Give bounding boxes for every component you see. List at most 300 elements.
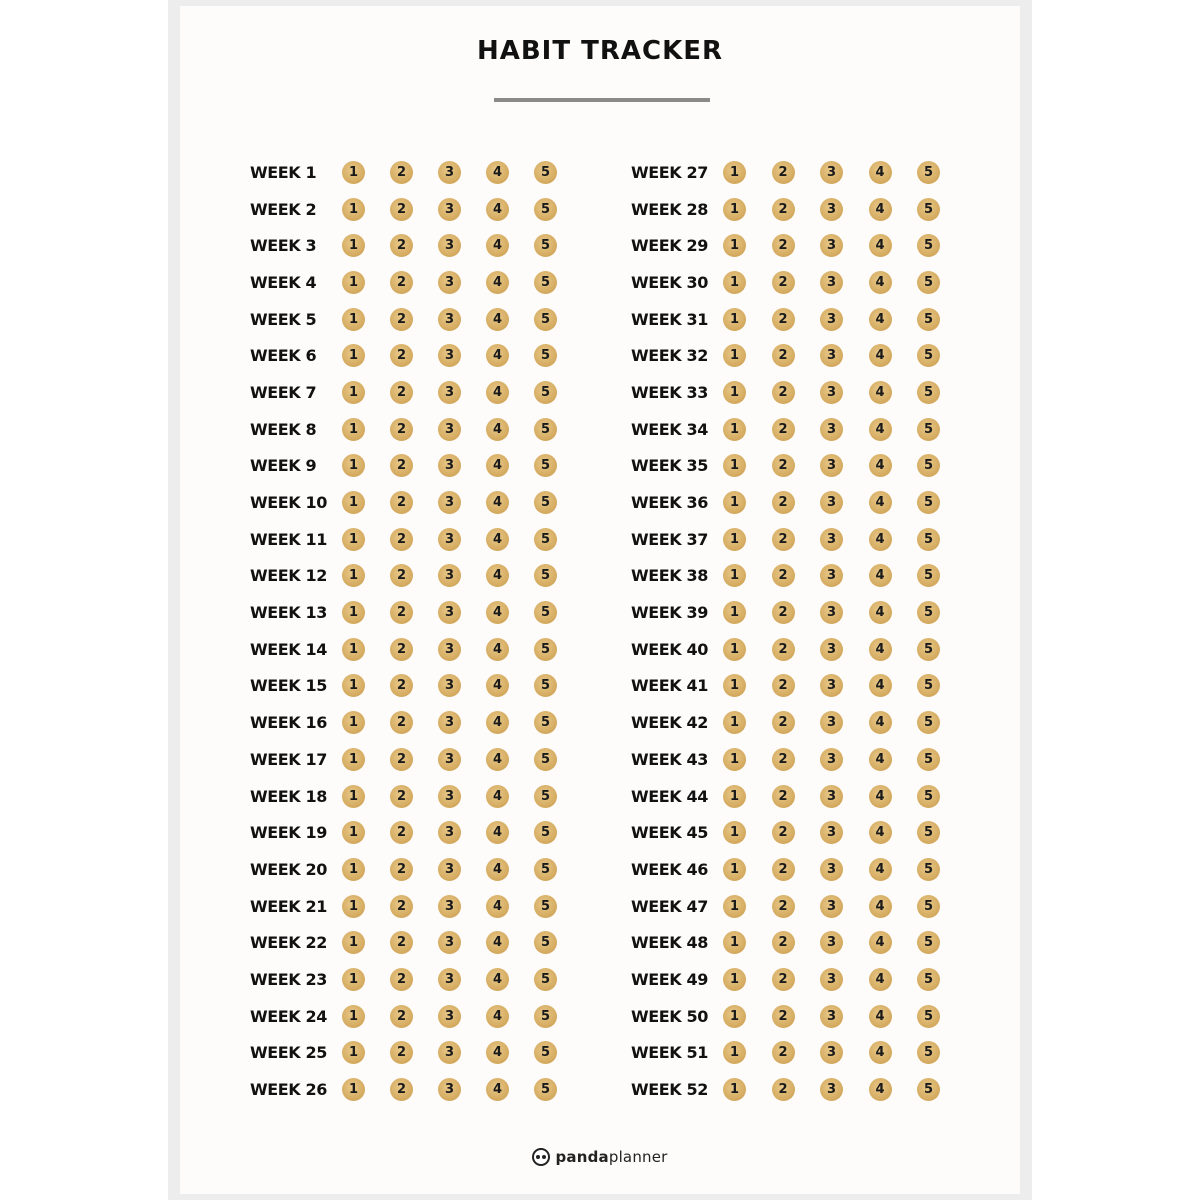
day-circle-5[interactable]: 5: [917, 601, 940, 624]
day-circle-1[interactable]: 1: [342, 1078, 365, 1101]
day-circle-3[interactable]: 3: [438, 198, 461, 221]
day-circle-4[interactable]: 4: [486, 454, 509, 477]
day-circle-4[interactable]: 4: [869, 858, 892, 881]
day-circle-4[interactable]: 4: [486, 1005, 509, 1028]
day-circle-3[interactable]: 3: [820, 674, 843, 697]
day-circle-3[interactable]: 3: [820, 1041, 843, 1064]
day-circle-5[interactable]: 5: [534, 198, 557, 221]
day-circle-3[interactable]: 3: [438, 161, 461, 184]
day-circle-4[interactable]: 4: [486, 674, 509, 697]
day-circles: [342, 198, 557, 221]
day-circle-4[interactable]: 4: [486, 161, 509, 184]
day-circle-2[interactable]: 2: [772, 858, 795, 881]
day-circle-5[interactable]: 5: [534, 858, 557, 881]
day-circle-2[interactable]: 2: [390, 711, 413, 734]
day-circle-3[interactable]: 3: [820, 381, 843, 404]
day-circle-3[interactable]: 3: [820, 198, 843, 221]
day-circle-1[interactable]: 1: [342, 418, 365, 441]
week-row: [250, 558, 580, 595]
day-circle-4[interactable]: 4: [486, 491, 509, 514]
day-circle-5[interactable]: 5: [917, 1005, 940, 1028]
day-circle-5[interactable]: 5: [917, 381, 940, 404]
day-circle-1[interactable]: 1: [342, 271, 365, 294]
day-circle-1[interactable]: 1: [723, 638, 746, 661]
day-circle-3[interactable]: 3: [438, 454, 461, 477]
day-circle-1[interactable]: 1: [723, 344, 746, 367]
day-circle-2[interactable]: 2: [390, 528, 413, 551]
day-circle-5[interactable]: 5: [917, 198, 940, 221]
day-circle-5[interactable]: 5: [534, 344, 557, 367]
day-circle-2[interactable]: 2: [772, 418, 795, 441]
day-circles: [723, 491, 940, 514]
day-circle-1[interactable]: 1: [342, 785, 365, 808]
day-circle-1[interactable]: 1: [723, 528, 746, 551]
day-circle-4[interactable]: 4: [869, 564, 892, 587]
day-circle-2[interactable]: 2: [772, 1005, 795, 1028]
day-circle-4[interactable]: 4: [869, 528, 892, 551]
day-circle-3[interactable]: 3: [820, 454, 843, 477]
day-circle-1[interactable]: 1: [723, 1041, 746, 1064]
week-row: [631, 668, 961, 705]
day-circle-2[interactable]: 2: [772, 308, 795, 331]
day-circle-1[interactable]: 1: [342, 344, 365, 367]
day-circle-3[interactable]: 3: [820, 344, 843, 367]
day-circle-3[interactable]: 3: [438, 785, 461, 808]
day-circle-5[interactable]: 5: [534, 234, 557, 257]
day-circle-2[interactable]: 2: [772, 198, 795, 221]
day-circle-1[interactable]: 1: [723, 785, 746, 808]
day-circle-1[interactable]: 1: [723, 198, 746, 221]
day-circle-2[interactable]: 2: [772, 638, 795, 661]
day-circle-2[interactable]: 2: [390, 1005, 413, 1028]
day-circle-2[interactable]: 2: [390, 308, 413, 331]
day-circle-1[interactable]: 1: [342, 638, 365, 661]
week-label: WEEK 31: [631, 309, 708, 329]
day-circle-1[interactable]: 1: [342, 931, 365, 954]
day-circle-2[interactable]: 2: [390, 381, 413, 404]
day-circle-2[interactable]: 2: [390, 931, 413, 954]
day-circle-2[interactable]: 2: [390, 1041, 413, 1064]
day-circle-3[interactable]: 3: [438, 344, 461, 367]
day-circle-5[interactable]: 5: [917, 821, 940, 844]
day-circle-5[interactable]: 5: [917, 234, 940, 257]
week-label: WEEK 36: [631, 493, 708, 513]
day-circle-3[interactable]: 3: [438, 674, 461, 697]
week-row: [631, 484, 961, 521]
week-row: [631, 154, 961, 191]
day-circle-5[interactable]: 5: [534, 968, 557, 991]
day-circle-4[interactable]: 4: [869, 674, 892, 697]
day-circle-4[interactable]: 4: [869, 381, 892, 404]
day-circle-1[interactable]: 1: [342, 308, 365, 331]
day-circle-3[interactable]: 3: [820, 711, 843, 734]
week-label: WEEK 14: [250, 639, 327, 659]
day-circle-3[interactable]: 3: [820, 308, 843, 331]
day-circle-3[interactable]: 3: [820, 821, 843, 844]
day-circle-2[interactable]: 2: [772, 234, 795, 257]
day-circle-2[interactable]: 2: [772, 785, 795, 808]
day-circle-2[interactable]: 2: [390, 601, 413, 624]
day-circle-4[interactable]: 4: [869, 748, 892, 771]
day-circle-4[interactable]: 4: [869, 308, 892, 331]
day-circle-4[interactable]: 4: [486, 418, 509, 441]
day-circle-2[interactable]: 2: [390, 234, 413, 257]
day-circle-3[interactable]: 3: [820, 968, 843, 991]
day-circle-4[interactable]: 4: [486, 308, 509, 331]
page-title: HABIT TRACKER: [476, 36, 724, 66]
day-circle-2[interactable]: 2: [772, 381, 795, 404]
day-circle-4[interactable]: 4: [486, 931, 509, 954]
day-circle-2[interactable]: 2: [772, 564, 795, 587]
day-circle-4[interactable]: 4: [486, 858, 509, 881]
day-circle-1[interactable]: 1: [723, 271, 746, 294]
day-circle-4[interactable]: 4: [486, 271, 509, 294]
day-circle-2[interactable]: 2: [772, 161, 795, 184]
day-circle-3[interactable]: 3: [438, 821, 461, 844]
day-circles: [723, 528, 940, 551]
day-circle-1[interactable]: 1: [342, 491, 365, 514]
day-circle-3[interactable]: 3: [438, 418, 461, 441]
week-row: [631, 998, 961, 1035]
day-circle-5[interactable]: 5: [534, 161, 557, 184]
day-circle-3[interactable]: 3: [820, 785, 843, 808]
day-circles: [342, 418, 557, 441]
day-circle-5[interactable]: 5: [534, 638, 557, 661]
day-circle-4[interactable]: 4: [486, 601, 509, 624]
day-circle-5[interactable]: 5: [534, 895, 557, 918]
day-circle-5[interactable]: 5: [534, 308, 557, 331]
day-circle-2[interactable]: 2: [390, 198, 413, 221]
day-circle-4[interactable]: 4: [869, 821, 892, 844]
day-circle-1[interactable]: 1: [342, 1005, 365, 1028]
day-circle-1[interactable]: 1: [723, 381, 746, 404]
day-circle-4[interactable]: 4: [486, 234, 509, 257]
day-circle-1[interactable]: 1: [342, 601, 365, 624]
day-circle-1[interactable]: 1: [723, 711, 746, 734]
day-circles: [342, 821, 557, 844]
day-circle-4[interactable]: 4: [869, 454, 892, 477]
day-circle-3[interactable]: 3: [820, 528, 843, 551]
day-circle-1[interactable]: 1: [342, 454, 365, 477]
week-label: WEEK 3: [250, 236, 317, 256]
day-circle-4[interactable]: 4: [869, 601, 892, 624]
day-circle-4[interactable]: 4: [486, 198, 509, 221]
day-circle-3[interactable]: 3: [438, 858, 461, 881]
day-circle-1[interactable]: 1: [342, 858, 365, 881]
day-circles: [723, 638, 940, 661]
day-circle-3[interactable]: 3: [438, 271, 461, 294]
title-underline: [494, 98, 710, 102]
day-circle-2[interactable]: 2: [390, 821, 413, 844]
day-circle-2[interactable]: 2: [772, 491, 795, 514]
day-circle-2[interactable]: 2: [772, 344, 795, 367]
day-circle-4[interactable]: 4: [869, 785, 892, 808]
day-circle-1[interactable]: 1: [723, 564, 746, 587]
day-circle-2[interactable]: 2: [772, 454, 795, 477]
day-circle-3[interactable]: 3: [438, 381, 461, 404]
day-circle-3[interactable]: 3: [820, 1078, 843, 1101]
day-circle-5[interactable]: 5: [534, 528, 557, 551]
day-circle-2[interactable]: 2: [772, 1078, 795, 1101]
day-circle-2[interactable]: 2: [390, 638, 413, 661]
day-circle-5[interactable]: 5: [917, 638, 940, 661]
day-circles: [723, 234, 940, 257]
day-circle-5[interactable]: 5: [917, 711, 940, 734]
day-circle-1[interactable]: 1: [723, 601, 746, 624]
day-circle-2[interactable]: 2: [390, 271, 413, 294]
day-circle-2[interactable]: 2: [390, 748, 413, 771]
day-circle-4[interactable]: 4: [869, 491, 892, 514]
day-circle-3[interactable]: 3: [438, 1041, 461, 1064]
day-circle-1[interactable]: 1: [723, 821, 746, 844]
day-circle-5[interactable]: 5: [917, 674, 940, 697]
day-circle-3[interactable]: 3: [438, 638, 461, 661]
day-circle-1[interactable]: 1: [723, 161, 746, 184]
day-circle-1[interactable]: 1: [723, 931, 746, 954]
day-circle-4[interactable]: 4: [486, 1041, 509, 1064]
day-circle-2[interactable]: 2: [772, 271, 795, 294]
day-circle-3[interactable]: 3: [820, 418, 843, 441]
day-circle-3[interactable]: 3: [438, 1005, 461, 1028]
day-circles: [342, 381, 557, 404]
week-label: WEEK 13: [250, 603, 327, 623]
brand-part-planner: planner: [608, 1148, 668, 1166]
day-circle-1[interactable]: 1: [723, 1005, 746, 1028]
day-circle-5[interactable]: 5: [534, 931, 557, 954]
day-circle-2[interactable]: 2: [390, 491, 413, 514]
day-circle-1[interactable]: 1: [342, 528, 365, 551]
day-circle-2[interactable]: 2: [772, 1041, 795, 1064]
day-circle-1[interactable]: 1: [723, 454, 746, 477]
day-circle-5[interactable]: 5: [917, 564, 940, 587]
day-circle-5[interactable]: 5: [917, 161, 940, 184]
day-circle-3[interactable]: 3: [438, 601, 461, 624]
day-circle-3[interactable]: 3: [820, 161, 843, 184]
day-circle-1[interactable]: 1: [723, 418, 746, 441]
day-circle-3[interactable]: 3: [438, 564, 461, 587]
week-row: [250, 337, 580, 374]
day-circle-1[interactable]: 1: [723, 1078, 746, 1101]
day-circle-2[interactable]: 2: [390, 1078, 413, 1101]
day-circle-5[interactable]: 5: [534, 271, 557, 294]
day-circle-1[interactable]: 1: [723, 308, 746, 331]
day-circle-5[interactable]: 5: [534, 564, 557, 587]
day-circle-1[interactable]: 1: [723, 858, 746, 881]
day-circles: [723, 711, 940, 734]
day-circle-4[interactable]: 4: [869, 344, 892, 367]
day-circle-1[interactable]: 1: [342, 381, 365, 404]
day-circle-4[interactable]: 4: [486, 748, 509, 771]
day-circle-1[interactable]: 1: [342, 821, 365, 844]
day-circle-3[interactable]: 3: [820, 931, 843, 954]
day-circles: [342, 858, 557, 881]
day-circles: [342, 711, 557, 734]
day-circle-1[interactable]: 1: [723, 968, 746, 991]
week-label: WEEK 50: [631, 1006, 708, 1026]
day-circle-5[interactable]: 5: [534, 454, 557, 477]
day-circle-5[interactable]: 5: [917, 748, 940, 771]
week-label: WEEK 2: [250, 199, 317, 219]
day-circle-4[interactable]: 4: [486, 638, 509, 661]
day-circle-3[interactable]: 3: [438, 1078, 461, 1101]
day-circle-2[interactable]: 2: [390, 785, 413, 808]
day-circle-4[interactable]: 4: [869, 1005, 892, 1028]
day-circle-2[interactable]: 2: [772, 968, 795, 991]
day-circle-4[interactable]: 4: [869, 271, 892, 294]
day-circle-5[interactable]: 5: [917, 858, 940, 881]
day-circle-2[interactable]: 2: [390, 454, 413, 477]
day-circle-1[interactable]: 1: [723, 491, 746, 514]
day-circle-5[interactable]: 5: [534, 711, 557, 734]
day-circle-4[interactable]: 4: [869, 418, 892, 441]
day-circle-1[interactable]: 1: [723, 674, 746, 697]
day-circle-2[interactable]: 2: [390, 858, 413, 881]
day-circle-5[interactable]: 5: [534, 785, 557, 808]
day-circle-3[interactable]: 3: [438, 491, 461, 514]
week-label: WEEK 41: [631, 676, 708, 696]
day-circle-3[interactable]: 3: [820, 1005, 843, 1028]
day-circle-4[interactable]: 4: [486, 1078, 509, 1101]
day-circle-5[interactable]: 5: [534, 1078, 557, 1101]
day-circle-3[interactable]: 3: [820, 234, 843, 257]
day-circle-1[interactable]: 1: [342, 161, 365, 184]
day-circle-5[interactable]: 5: [534, 748, 557, 771]
day-circle-4[interactable]: 4: [869, 161, 892, 184]
week-row: [250, 778, 580, 815]
day-circle-3[interactable]: 3: [438, 528, 461, 551]
day-circle-5[interactable]: 5: [534, 491, 557, 514]
day-circle-5[interactable]: 5: [917, 785, 940, 808]
day-circle-2[interactable]: 2: [772, 711, 795, 734]
day-circles: [723, 454, 940, 477]
day-circle-1[interactable]: 1: [723, 895, 746, 918]
day-circle-5[interactable]: 5: [917, 271, 940, 294]
day-circle-1[interactable]: 1: [723, 234, 746, 257]
day-circle-2[interactable]: 2: [772, 895, 795, 918]
day-circle-4[interactable]: 4: [486, 344, 509, 367]
week-row: [631, 411, 961, 448]
day-circle-4[interactable]: 4: [869, 638, 892, 661]
day-circle-5[interactable]: 5: [534, 381, 557, 404]
weeks-column-left: [250, 154, 580, 1108]
day-circle-1[interactable]: 1: [342, 748, 365, 771]
day-circle-5[interactable]: 5: [917, 895, 940, 918]
day-circle-3[interactable]: 3: [820, 271, 843, 294]
day-circle-5[interactable]: 5: [917, 1041, 940, 1064]
day-circle-2[interactable]: 2: [772, 528, 795, 551]
day-circle-4[interactable]: 4: [486, 968, 509, 991]
day-circle-4[interactable]: 4: [869, 234, 892, 257]
day-circle-1[interactable]: 1: [342, 234, 365, 257]
week-row: [250, 814, 580, 851]
day-circle-5[interactable]: 5: [917, 454, 940, 477]
day-circle-4[interactable]: 4: [869, 198, 892, 221]
day-circle-4[interactable]: 4: [486, 821, 509, 844]
day-circle-5[interactable]: 5: [917, 418, 940, 441]
week-row: [250, 1035, 580, 1072]
day-circle-2[interactable]: 2: [772, 674, 795, 697]
day-circle-5[interactable]: 5: [917, 1078, 940, 1101]
day-circle-3[interactable]: 3: [438, 711, 461, 734]
day-circle-4[interactable]: 4: [869, 711, 892, 734]
day-circle-4[interactable]: 4: [486, 895, 509, 918]
day-circle-4[interactable]: 4: [486, 564, 509, 587]
day-circle-3[interactable]: 3: [820, 491, 843, 514]
day-circle-3[interactable]: 3: [820, 748, 843, 771]
day-circle-4[interactable]: 4: [486, 528, 509, 551]
day-circle-3[interactable]: 3: [820, 564, 843, 587]
day-circle-5[interactable]: 5: [917, 968, 940, 991]
day-circle-2[interactable]: 2: [390, 895, 413, 918]
week-label: WEEK 8: [250, 419, 317, 439]
day-circle-1[interactable]: 1: [342, 968, 365, 991]
day-circle-5[interactable]: 5: [917, 344, 940, 367]
day-circle-3[interactable]: 3: [820, 601, 843, 624]
day-circles: [342, 308, 557, 331]
day-circle-3[interactable]: 3: [438, 931, 461, 954]
day-circle-1[interactable]: 1: [342, 674, 365, 697]
day-circles: [342, 638, 557, 661]
day-circle-5[interactable]: 5: [917, 491, 940, 514]
week-row: [250, 631, 580, 668]
day-circle-5[interactable]: 5: [534, 1041, 557, 1064]
day-circle-2[interactable]: 2: [772, 601, 795, 624]
day-circle-5[interactable]: 5: [534, 418, 557, 441]
day-circle-1[interactable]: 1: [342, 198, 365, 221]
day-circle-2[interactable]: 2: [390, 418, 413, 441]
day-circle-3[interactable]: 3: [820, 858, 843, 881]
day-circle-3[interactable]: 3: [438, 895, 461, 918]
day-circle-3[interactable]: 3: [438, 308, 461, 331]
day-circle-5[interactable]: 5: [534, 821, 557, 844]
day-circle-5[interactable]: 5: [534, 601, 557, 624]
day-circle-2[interactable]: 2: [772, 821, 795, 844]
day-circle-3[interactable]: 3: [438, 234, 461, 257]
day-circle-5[interactable]: 5: [917, 931, 940, 954]
day-circle-5[interactable]: 5: [917, 528, 940, 551]
day-circle-2[interactable]: 2: [390, 344, 413, 367]
day-circle-2[interactable]: 2: [772, 748, 795, 771]
day-circle-1[interactable]: 1: [723, 748, 746, 771]
week-label: WEEK 6: [250, 346, 317, 366]
day-circle-3[interactable]: 3: [820, 638, 843, 661]
day-circle-4[interactable]: 4: [869, 1041, 892, 1064]
day-circle-5[interactable]: 5: [534, 1005, 557, 1028]
day-circle-4[interactable]: 4: [486, 711, 509, 734]
day-circle-1[interactable]: 1: [342, 1041, 365, 1064]
day-circle-2[interactable]: 2: [390, 161, 413, 184]
day-circle-3[interactable]: 3: [438, 968, 461, 991]
day-circle-4[interactable]: 4: [869, 1078, 892, 1101]
day-circle-2[interactable]: 2: [390, 674, 413, 697]
day-circle-2[interactable]: 2: [390, 968, 413, 991]
day-circle-2[interactable]: 2: [390, 564, 413, 587]
day-circle-3[interactable]: 3: [820, 895, 843, 918]
day-circle-2[interactable]: 2: [772, 931, 795, 954]
day-circle-5[interactable]: 5: [917, 308, 940, 331]
day-circle-3[interactable]: 3: [438, 748, 461, 771]
day-circle-1[interactable]: 1: [342, 895, 365, 918]
day-circle-5[interactable]: 5: [534, 674, 557, 697]
day-circle-4[interactable]: 4: [869, 895, 892, 918]
day-circle-1[interactable]: 1: [342, 711, 365, 734]
day-circle-4[interactable]: 4: [869, 968, 892, 991]
day-circle-4[interactable]: 4: [486, 785, 509, 808]
day-circles: [342, 968, 557, 991]
day-circle-4[interactable]: 4: [486, 381, 509, 404]
day-circle-1[interactable]: 1: [342, 564, 365, 587]
day-circle-4[interactable]: 4: [869, 931, 892, 954]
